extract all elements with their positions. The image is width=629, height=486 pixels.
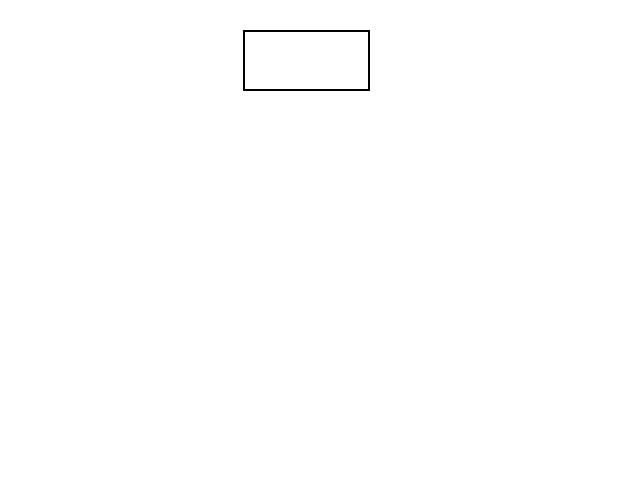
plot-legend xyxy=(243,30,370,91)
